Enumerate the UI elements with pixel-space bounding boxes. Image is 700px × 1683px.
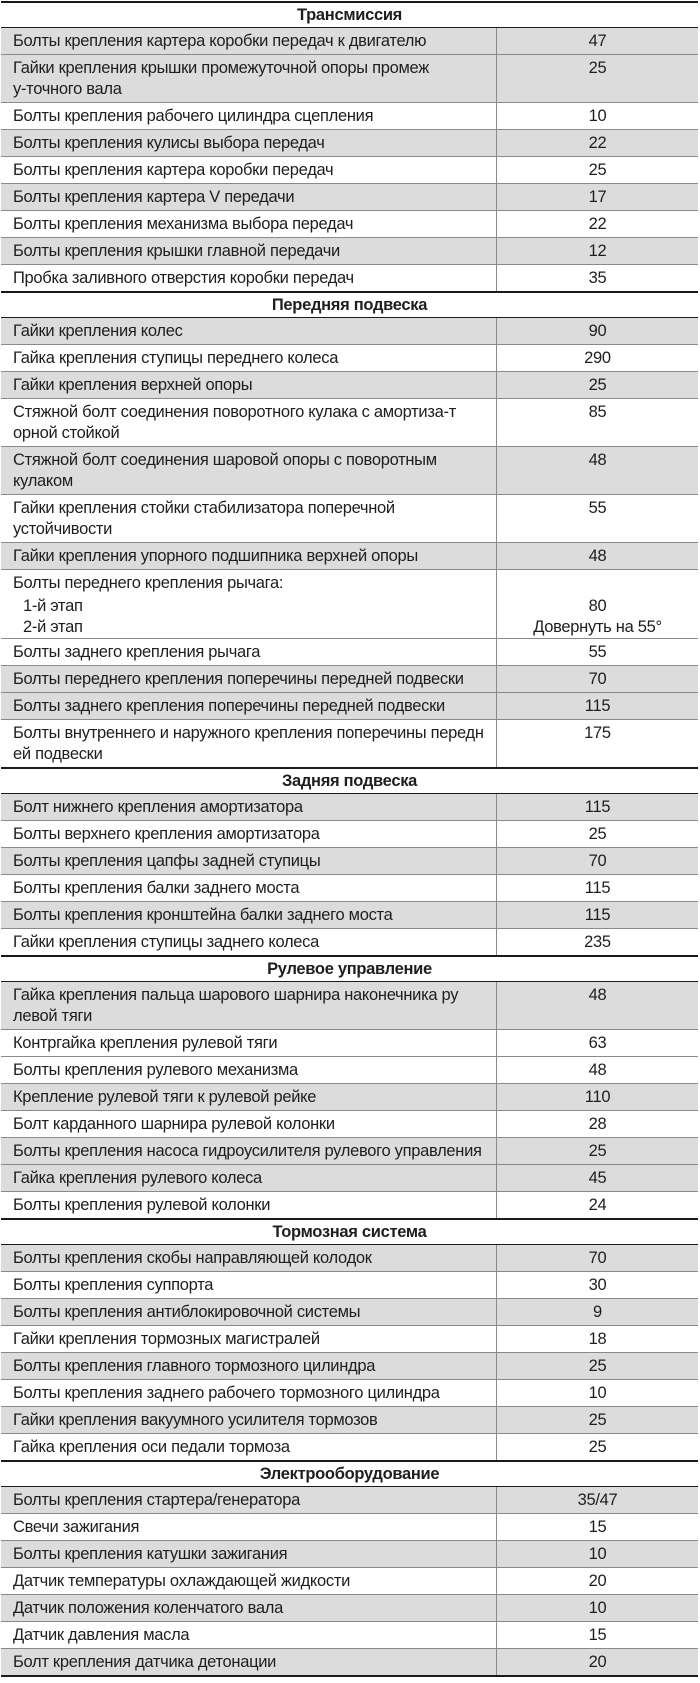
row-label: Датчик положения коленчатого вала (1, 1595, 497, 1621)
table-row (1, 129, 698, 156)
table-row (1, 183, 698, 210)
row-value: 15 (588, 1518, 607, 1536)
row-value: 25 (588, 1411, 607, 1429)
table-row (1, 982, 698, 1029)
table-row (1, 1406, 698, 1433)
row-value: 15 (588, 1626, 607, 1644)
row-value: 115 (584, 798, 611, 816)
table-row (1, 28, 698, 54)
row-value: 115 (584, 879, 611, 897)
section-title: Задняя подвеска (1, 769, 698, 794)
row-value: 25 (588, 1142, 607, 1160)
row-value: 18 (588, 1330, 607, 1348)
row-value: 115 (584, 906, 611, 924)
row-value: 22 (588, 134, 607, 152)
table-row (1, 1567, 698, 1594)
row-value: Довернуть на 55° (533, 618, 662, 636)
row-value: 12 (588, 242, 607, 260)
row-value: 25 (588, 376, 607, 394)
table-row (1, 569, 698, 596)
table-row (1, 1271, 698, 1298)
row-label: Болты крепления механизма выбора передач (1, 211, 497, 237)
row-value: 235 (584, 933, 611, 951)
row-value: 47 (588, 32, 607, 50)
row-label: Гайки крепления ступицы заднего колеса (1, 929, 497, 955)
table-row (1, 398, 698, 446)
row-label: Болт крепления датчика детонации (1, 1649, 497, 1675)
table-row (1, 237, 698, 264)
row-value: 9 (593, 1303, 602, 1321)
table-row (1, 1379, 698, 1406)
row-value: 45 (588, 1169, 607, 1187)
table-row (1, 874, 698, 901)
row-value: 20 (588, 1653, 607, 1671)
table-row (1, 638, 698, 665)
row-value: 90 (588, 322, 607, 340)
table-row (1, 1540, 698, 1567)
table-row (1, 446, 698, 494)
table-row (1, 1110, 698, 1137)
section-title: Тормозная система (1, 1220, 698, 1245)
row-label: 1-й этап (1, 596, 497, 617)
row-label: Болты крепления крышки главной передачи (1, 238, 497, 264)
table-row (1, 156, 698, 183)
section-title: Передняя подвеска (1, 293, 698, 318)
row-value: 55 (588, 499, 607, 517)
row-label: Болты крепления картера коробки передач (1, 157, 497, 183)
row-label: Свечи зажигания (1, 1514, 497, 1540)
row-value: 70 (588, 1249, 607, 1267)
row-label: Болты крепления кронштейна балки заднего моста (1, 902, 497, 928)
row-value: 35 (588, 269, 607, 287)
row-value: 48 (588, 451, 607, 469)
row-label: Гайка крепления пальца шарового шарнира наконечника ру левой тяги (1, 982, 497, 1029)
table-row (1, 1083, 698, 1110)
row-value: 63 (588, 1034, 607, 1052)
row-label: Гайка крепления оси педали тормоза (1, 1434, 497, 1460)
table-row (1, 1137, 698, 1164)
table-row (1, 719, 698, 767)
row-label: Болты крепления катушки зажигания (1, 1541, 497, 1567)
row-label: Болты крепления насоса гидроусилителя рулевого управления (1, 1138, 497, 1164)
row-value: 25 (588, 1357, 607, 1375)
table-row (1, 264, 698, 291)
row-value: 17 (588, 188, 607, 206)
row-label: Датчик давления масла (1, 1622, 497, 1648)
row-label: Болты крепления рулевой колонки (1, 1192, 497, 1218)
table-section (1, 291, 698, 767)
row-value: 290 (584, 349, 611, 367)
table-section (1, 767, 698, 955)
table-row (1, 1164, 698, 1191)
row-value: 10 (588, 107, 607, 125)
row-value (497, 570, 698, 596)
row-label: Болты заднего крепления поперечины передней подвески (1, 693, 497, 719)
row-value: 175 (584, 724, 611, 742)
table-row (1, 1245, 698, 1271)
row-label: Гайки крепления стойки стабилизатора поперечной устойчивости (1, 495, 497, 542)
table-row (1, 1056, 698, 1083)
row-label: Стяжной болт соединения поворотного кулака с амортиза-т орной стойкой (1, 399, 497, 446)
row-label: Крепление рулевой тяги к рулевой рейке (1, 1084, 497, 1110)
row-value: 110 (584, 1088, 611, 1106)
table-row (1, 1433, 698, 1460)
table-row (1, 1513, 698, 1540)
section-title: Электрооборудование (1, 1462, 698, 1487)
row-label: Болты крепления главного тормозного цилиндра (1, 1353, 497, 1379)
row-label: Болт нижнего крепления амортизатора (1, 794, 497, 820)
row-value: 24 (588, 1196, 607, 1214)
row-value: 48 (588, 986, 607, 1004)
row-label: Болты крепления суппорта (1, 1272, 497, 1298)
row-label: Гайки крепления верхней опоры (1, 372, 497, 398)
row-label: Болты крепления кулисы выбора передач (1, 130, 497, 156)
row-label: Болты крепления балки заднего моста (1, 875, 497, 901)
table-row (1, 494, 698, 542)
table-row (1, 692, 698, 719)
row-value: 10 (588, 1545, 607, 1563)
row-label: Болты переднего крепления поперечины передней подвески (1, 666, 497, 692)
row-label: Болты заднего крепления рычага (1, 639, 497, 665)
torque-table (1, 1, 698, 1677)
row-label: Болты крепления картера V передачи (1, 184, 497, 210)
row-label: Болты крепления скобы направляющей колодок (1, 1245, 497, 1271)
row-value: 28 (588, 1115, 607, 1133)
table-row (1, 820, 698, 847)
table-row (1, 1298, 698, 1325)
row-label: Гайки крепления крышки промежуточной опоры промеж у-точного вала (1, 55, 497, 102)
table-row (1, 617, 698, 638)
table-row (1, 371, 698, 398)
row-label: Контргайка крепления рулевой тяги (1, 1030, 497, 1056)
section-title: Трансмиссия (1, 3, 698, 28)
table-row (1, 102, 698, 129)
row-value: 25 (588, 161, 607, 179)
row-value: 22 (588, 215, 607, 233)
row-label: Датчик температуры охлаждающей жидкости (1, 1568, 497, 1594)
row-label: Гайки крепления тормозных магистралей (1, 1326, 497, 1352)
table-row (1, 344, 698, 371)
row-label: Гайки крепления упорного подшипника верхней опоры (1, 543, 497, 569)
row-value: 25 (588, 1438, 607, 1456)
table-row (1, 1191, 698, 1218)
row-value: 25 (588, 59, 607, 77)
row-label: Болты крепления цапфы задней ступицы (1, 848, 497, 874)
table-row (1, 1648, 698, 1675)
table-row (1, 596, 698, 617)
table-row (1, 1487, 698, 1513)
section-title: Рулевое управление (1, 957, 698, 982)
row-label: Болты крепления рабочего цилиндра сцепления (1, 103, 497, 129)
table-section (1, 1218, 698, 1460)
row-value: 55 (588, 643, 607, 661)
row-label: Болты переднего крепления рычага: (1, 570, 497, 596)
table-row (1, 1029, 698, 1056)
row-label: 2-й этап (1, 617, 497, 638)
row-value: 20 (588, 1572, 607, 1590)
row-value: 10 (588, 1384, 607, 1402)
row-value: 70 (588, 852, 607, 870)
table-row (1, 1352, 698, 1379)
table-section (1, 1460, 698, 1675)
row-value: 80 (588, 597, 607, 615)
table-row (1, 54, 698, 102)
row-value: 10 (588, 1599, 607, 1617)
row-label: Стяжной болт соединения шаровой опоры с поворотным кулаком (1, 447, 497, 494)
row-value: 48 (588, 1061, 607, 1079)
row-label: Болт карданного шарнира рулевой колонки (1, 1111, 497, 1137)
table-row (1, 318, 698, 344)
table-section (1, 955, 698, 1218)
row-value: 70 (588, 670, 607, 688)
row-label: Болты крепления картера коробки передач к двигателю (1, 28, 497, 54)
row-value: 85 (588, 403, 607, 421)
row-value: 30 (588, 1276, 607, 1294)
row-label: Болты крепления стартера/генератора (1, 1487, 497, 1513)
row-label: Пробка заливного отверстия коробки передач (1, 265, 497, 291)
table-row (1, 665, 698, 692)
table-row (1, 928, 698, 955)
table-row (1, 794, 698, 820)
row-label: Болты крепления антиблокировочной системы (1, 1299, 497, 1325)
row-label: Гайка крепления ступицы переднего колеса (1, 345, 497, 371)
row-value: 48 (588, 547, 607, 565)
table-row (1, 1325, 698, 1352)
row-label: Болты верхнего крепления амортизатора (1, 821, 497, 847)
row-label: Болты крепления заднего рабочего тормозного цилиндра (1, 1380, 497, 1406)
table-row (1, 542, 698, 569)
table-row (1, 847, 698, 874)
table-section (1, 3, 698, 291)
row-label: Болты внутреннего и наружного крепления поперечины передн ей подвески (1, 720, 497, 767)
row-value: 35/47 (577, 1491, 618, 1509)
table-row (1, 1594, 698, 1621)
row-label: Гайки крепления колес (1, 318, 497, 344)
table-row (1, 210, 698, 237)
row-value: 25 (588, 825, 607, 843)
table-row (1, 901, 698, 928)
row-label: Болты крепления рулевого механизма (1, 1057, 497, 1083)
row-value: 115 (584, 697, 611, 715)
table-row (1, 1621, 698, 1648)
row-label: Гайки крепления вакуумного усилителя тормозов (1, 1407, 497, 1433)
row-label: Гайка крепления рулевого колеса (1, 1165, 497, 1191)
